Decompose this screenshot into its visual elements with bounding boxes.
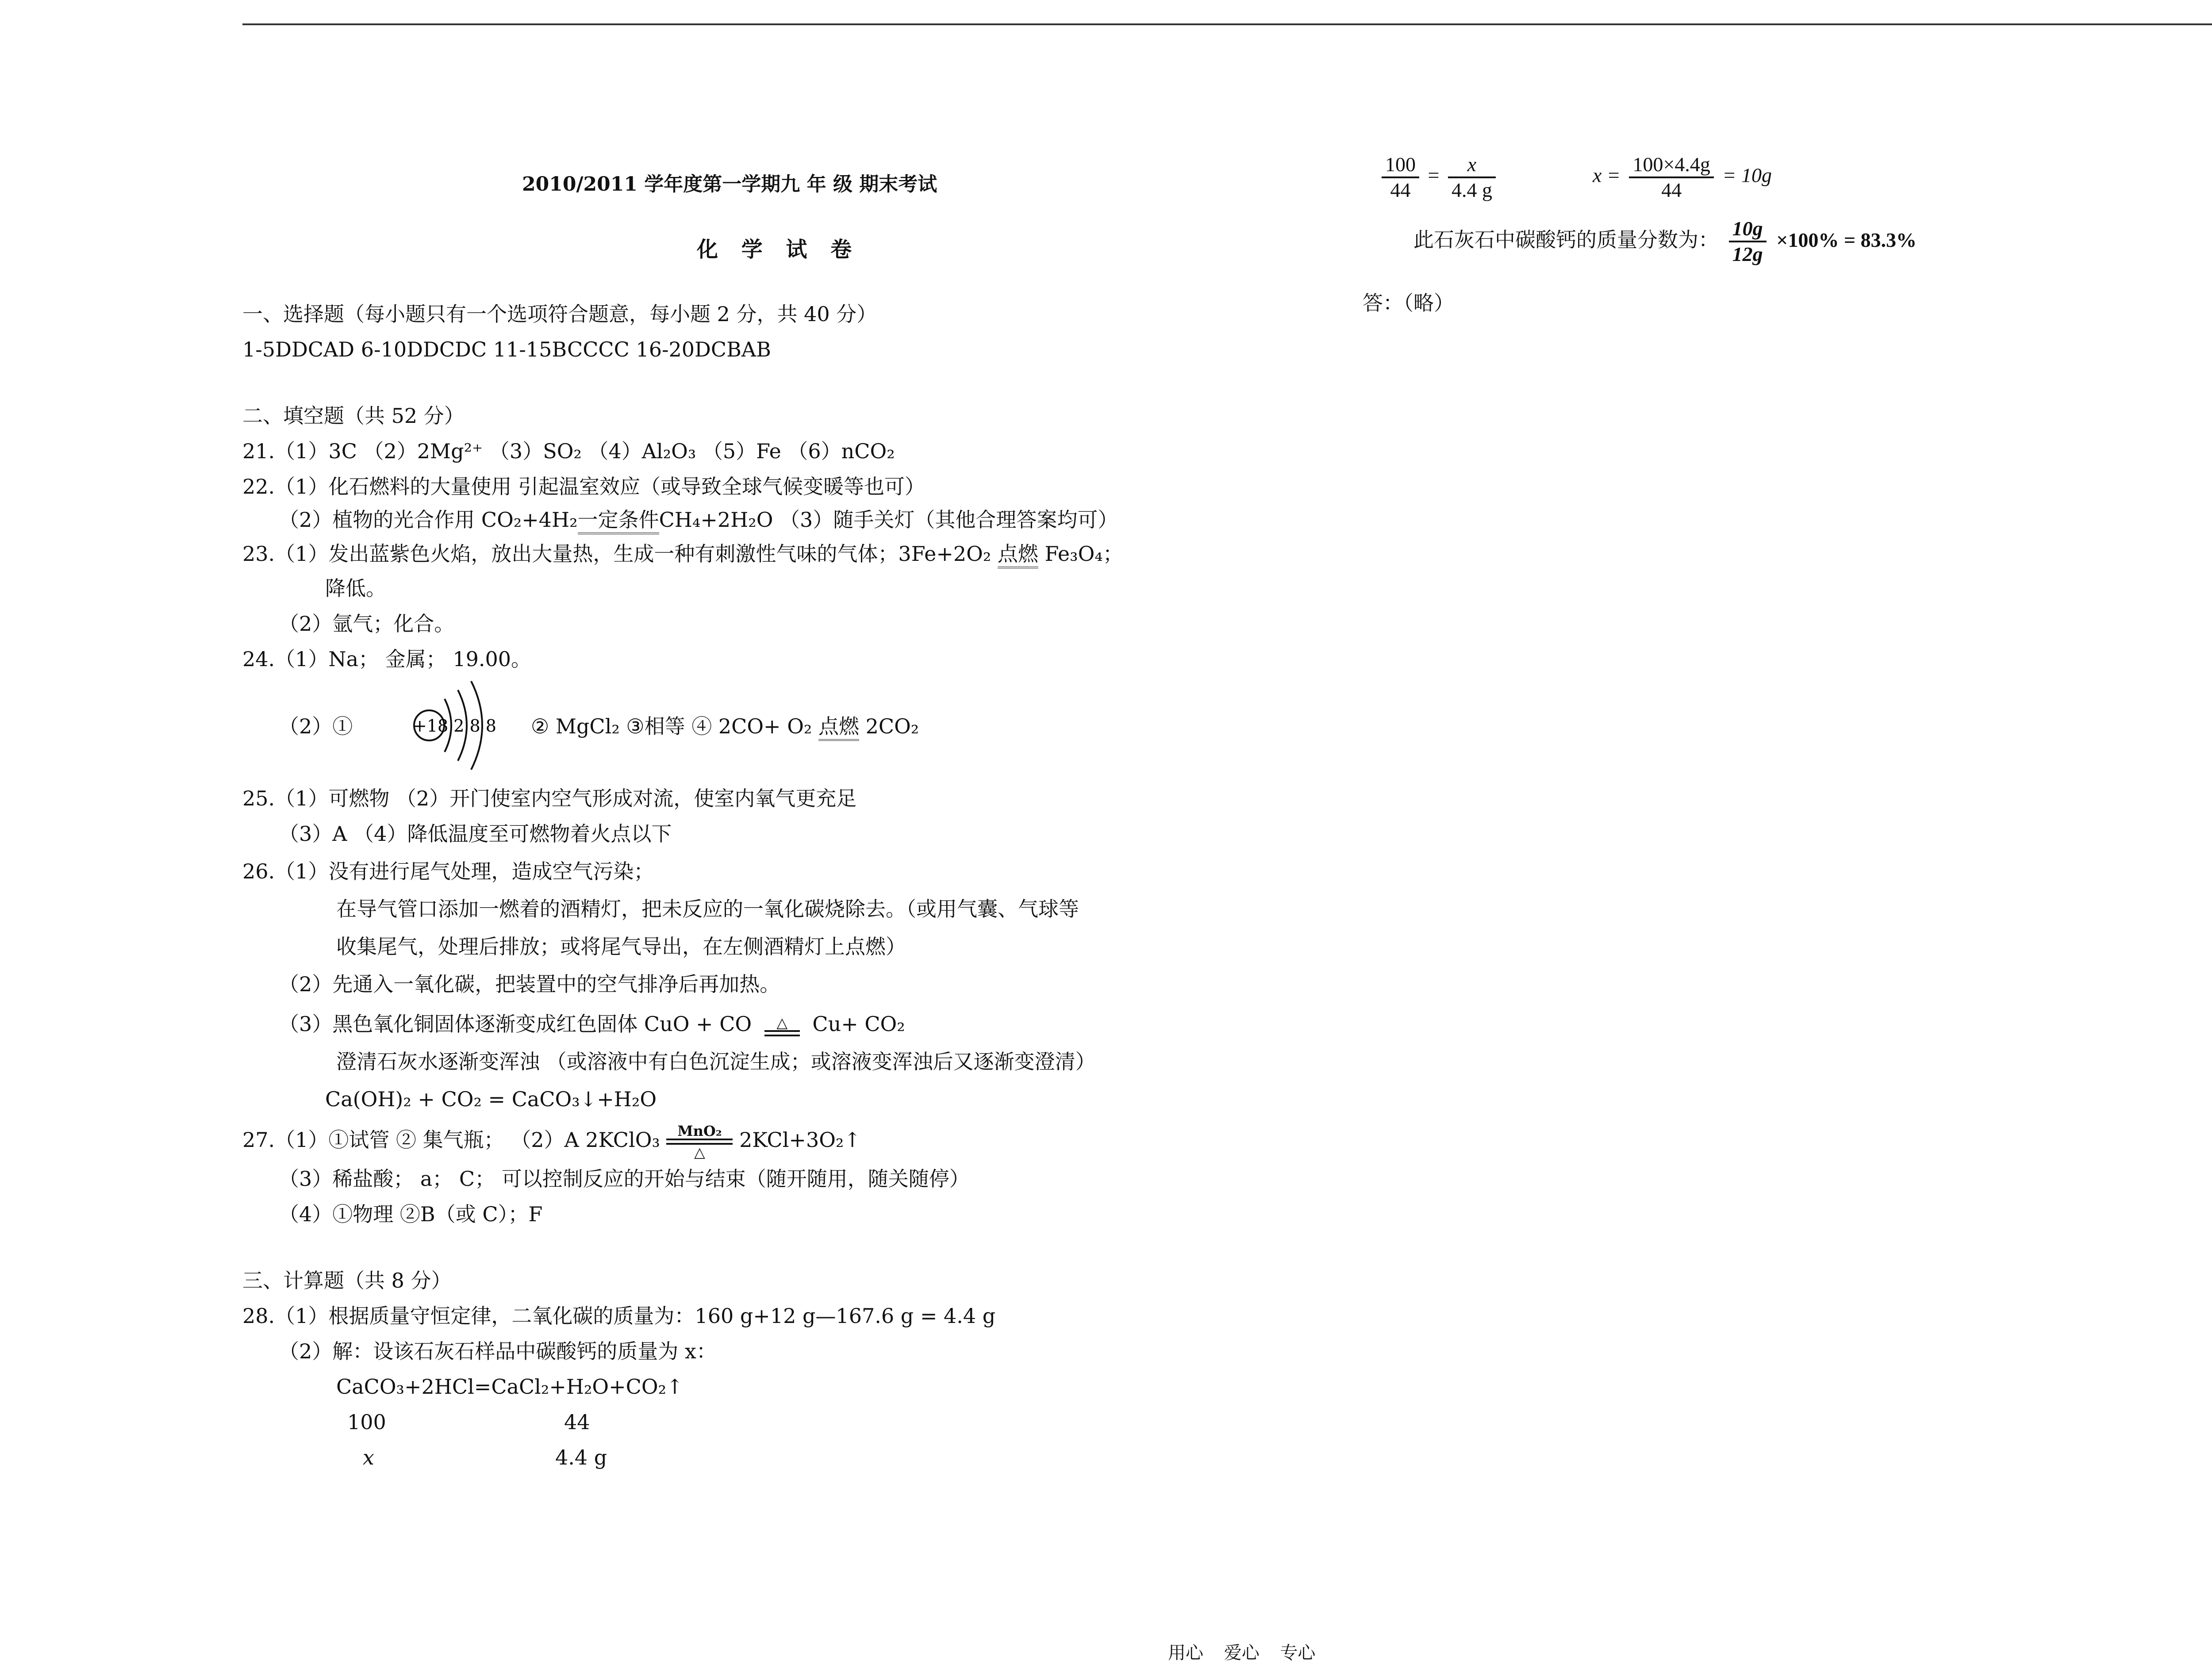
q22-part2-pre: （2）植物的光合作用 CO₂+4H₂: [279, 508, 578, 532]
fraction-num: 10g: [1729, 217, 1767, 242]
q23-part1-pre: 23.（1）发出蓝紫色火焰，放出大量热，生成一种有刺激性气味的气体；3Fe+2O₂: [242, 542, 991, 566]
q21-answer: 21.（1）3C （2）2Mg²⁺ （3）SO₂ （4）Al₂O₃ （5）Fe （6）nCO₂: [242, 439, 895, 463]
q26-part3-c: Ca(OH)₂ + CO₂ = CaCO₃↓+H₂O: [325, 1087, 657, 1111]
top-rule: [242, 23, 2212, 25]
q26-part3-b: 澄清石灰水逐渐变浑浊 （或溶液中有白色沉淀生成；或溶液变浑浊后又逐渐变澄清）: [336, 1050, 1096, 1074]
page-title: 2010/2011 学年度第一学期九 年 级 期末考试: [522, 173, 937, 196]
q22-part2-post: CH₄+2H₂O （3）随手关灯（其他合理答案均可）: [659, 508, 1118, 532]
q24-part2-end: 2CO₂: [865, 714, 919, 738]
equals-sign: =: [1428, 164, 1440, 187]
q27-part1-pre: 27.（1）①试管 ② 集气瓶； （2）A 2KClO₃: [242, 1128, 660, 1152]
co2-mass: 4.4 g: [555, 1445, 607, 1469]
q26-part3-pre: （3）黑色氧化铜固体逐渐变成红色固体 CuO + CO: [279, 1012, 752, 1036]
q24-part1: 24.（1）Na； 金属； 19.00。: [242, 647, 532, 671]
q25-part2: （3）A （4）降低温度至可燃物着火点以下: [279, 822, 672, 846]
section1-heading: 一、选择题（每小题只有一个选项符合题意，每小题 2 分，共 40 分）: [242, 302, 877, 326]
percentage-line: [1413, 217, 1916, 266]
q26-part2: （2）先通入一氧化碳，把装置中的空气排净后再加热。: [279, 972, 780, 996]
x-label: x =: [1593, 164, 1621, 187]
q27-part3: （4）①物理 ②B（或 C）；F: [279, 1202, 543, 1226]
q26-part1-b: 在导气管口添加一燃着的酒精灯，把未反应的一氧化碳烧除去。（或用气囊、气球等: [336, 897, 1079, 921]
fraction-den: 44: [1390, 179, 1411, 201]
mass-ratio-co2: 44: [564, 1410, 590, 1434]
mass-ratio-caco3: 100: [347, 1410, 386, 1434]
percentage-result: ×100% = 83.3%: [1776, 229, 1917, 251]
fraction-den: 12g: [1732, 243, 1763, 265]
proportion-equation: [1378, 153, 1499, 202]
q22-part1: 22.（1）化石燃料的大量使用 引起温室效应（或导致全球气候变暖等也可）: [242, 475, 926, 498]
heat-symbol-2: △: [694, 1144, 705, 1161]
unknown-x: x: [363, 1445, 374, 1469]
page-subtitle: 化 学 试 卷: [697, 237, 860, 262]
final-answer: 答：（略）: [1363, 291, 1454, 315]
section1-answers: 1-5DDCAD 6-10DDCDC 11-15BCCCC 16-20DCBAB: [242, 337, 771, 361]
q26-part3: [279, 1011, 905, 1037]
q24-part2-mid: ② MgCl₂ ③相等 ④ 2CO+ O₂: [531, 714, 812, 738]
atom-label: +18 2 8 8: [413, 716, 496, 736]
fraction-10g-12g: [1729, 217, 1767, 266]
q24-part2-rest: [531, 713, 919, 740]
x-result: = 10g: [1722, 164, 1772, 187]
percentage-text: 此石灰石中碳酸钙的质量分数为：: [1413, 228, 1719, 252]
q26-part1-c: 收集尾气，处理后排放；或将尾气导出，在左侧酒精灯上点燃）: [336, 935, 906, 959]
catalyst-arrow: [666, 1123, 733, 1160]
equals-arrow: [764, 1030, 800, 1036]
fraction-den: 44: [1661, 179, 1682, 201]
q22-part2: [279, 506, 1118, 533]
section2-heading: 二、填空题（共 52 分）: [242, 404, 465, 428]
x-solution: [1593, 153, 1772, 202]
fraction-x-calc: [1629, 153, 1713, 202]
q23-part2: （2）氩气；化合。: [279, 612, 455, 636]
catalyst-label: MnO₂: [677, 1123, 722, 1139]
fraction-num: x: [1448, 153, 1496, 178]
q28-part1: 28.（1）根据质量守恒定律，二氧化碳的质量为：160 g+12 g—167.6 g = 4.4 g: [242, 1304, 996, 1328]
q24-condition: 点燃: [818, 714, 859, 741]
fraction-100-44: [1382, 153, 1419, 202]
heat-arrow: [764, 1015, 800, 1036]
q23-part1-cont: 降低。: [325, 576, 386, 600]
q23-part1-post: Fe₃O₄；: [1038, 542, 1123, 566]
q27-part1-post: 2KCl+3O₂↑: [739, 1128, 861, 1152]
chemical-equation: CaCO₃+2HCl=CaCl₂+H₂O+CO₂↑: [336, 1375, 684, 1399]
q22-condition: 一定条件: [578, 508, 659, 534]
q23-condition: 点燃: [998, 542, 1038, 568]
q27-part1: [242, 1123, 861, 1160]
section3-heading: 三、计算题（共 8 分）: [242, 1269, 452, 1292]
atom-structure-diagram: [409, 672, 520, 778]
heat-symbol: △: [776, 1014, 788, 1031]
q26-part1: 26.（1）没有进行尾气处理，造成空气污染；: [242, 859, 654, 883]
fraction-num: 100: [1382, 153, 1419, 178]
footer-text: 用心 爱心 专心: [1168, 1643, 1316, 1663]
q25-part1: 25.（1）可燃物 （2）开门使室内空气形成对流，使室内氧气更充足: [242, 786, 857, 810]
q26-part3-post: Cu+ CO₂: [812, 1012, 905, 1036]
fraction-den: 4.4 g: [1451, 179, 1492, 201]
q28-part2: （2）解：设该石灰石样品中碳酸钙的质量为 x：: [279, 1339, 717, 1363]
q24-part2-label: （2）①: [279, 714, 353, 738]
q23-part1: [242, 541, 1123, 567]
fraction-num: 100×4.4g: [1629, 153, 1713, 178]
fraction-x-4.4g: [1448, 153, 1496, 202]
q27-part2: （3）稀盐酸； a； C； 可以控制反应的开始与结束（随开随用，随关随停）: [279, 1167, 970, 1191]
